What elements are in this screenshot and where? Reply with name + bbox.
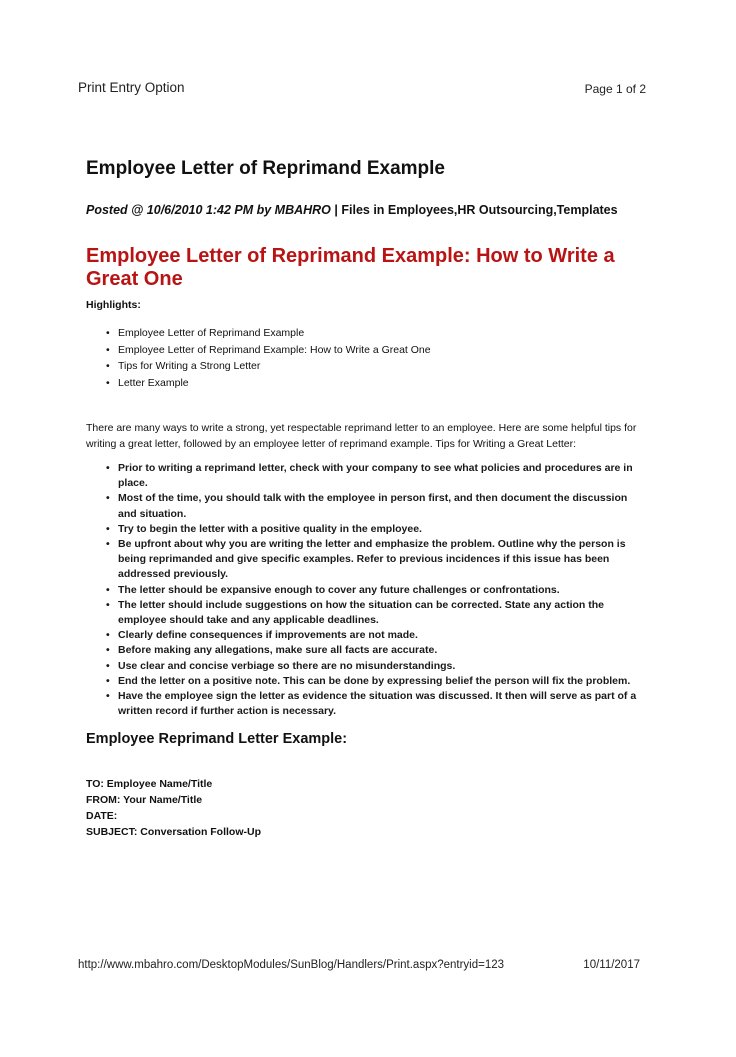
list-item: • Use clear and concise verbiage so there are no misunderstandings.	[86, 659, 646, 674]
document-body	[86, 158, 646, 841]
list-item: • Try to begin the letter with a positive quality in the employee.	[86, 522, 646, 537]
post-title: Employee Letter of Reprimand Example	[86, 158, 445, 179]
intro-paragraph: There are many ways to write a strong, yet respectable reprimand letter to an employee. Here are some helpful tips for writing a great letter, followed by an employee letter of reprimand example. Tips for Writing a Great Letter:	[86, 422, 637, 450]
list-item: • Employee Letter of Reprimand Example	[86, 325, 646, 342]
list-item: • Letter Example	[86, 375, 646, 392]
page-number: Page 1 of 2	[584, 82, 646, 96]
list-item: • Before making any allegations, make sure all facts are accurate.	[86, 643, 646, 658]
list-item: • Have the employee sign the letter as evidence the situation was discussed. It then will serve as part of a written record if further action is necessary.	[86, 689, 646, 719]
post-byline: Posted @ 10/6/2010 1:42 PM by MBAHRO	[86, 203, 331, 217]
list-item: • Be upfront about why you are writing the letter and emphasize the problem. Outline why the person is being reprimanded and give specific examples. Refer to previous incidences if this issue has been addressed previously.	[86, 537, 646, 583]
letter-date: DATE:	[86, 810, 118, 823]
list-item: • Employee Letter of Reprimand Example: How to Write a Great One	[86, 342, 646, 359]
tips-list	[86, 461, 646, 719]
highlights-label: Highlights:	[86, 299, 141, 311]
article-headline: Employee Letter of Reprimand Example: How to Write a Great One	[86, 245, 615, 290]
letter-from: FROM: Your Name/Title	[86, 794, 203, 807]
list-item: • End the letter on a positive note. This can be done by expressing belief the person will fix the problem.	[86, 674, 646, 689]
list-item: • The letter should be expansive enough to cover any future challenges or confrontations.	[86, 583, 646, 598]
letter-subject: SUBJECT: Conversation Follow-Up	[86, 825, 262, 838]
post-meta	[86, 202, 646, 219]
list-item: • Prior to writing a reprimand letter, check with your company to see what policies and procedures are in place.	[86, 461, 646, 491]
print-entry-label: Print Entry Option	[78, 80, 185, 95]
footer-date: 10/11/2017	[583, 959, 640, 971]
list-item: • The letter should include suggestions on how the situation can be corrected. State any action the employee should take and any applicable deadlines.	[86, 598, 646, 628]
footer-url: http://www.mbahro.com/DesktopModules/SunBlog/Handlers/Print.aspx?entryid=123	[78, 959, 505, 971]
letter-to: TO: Employee Name/Title	[86, 778, 213, 791]
list-item: • Clearly define consequences if improvements are not made.	[86, 628, 646, 643]
post-categories: | Files in Employees,HR Outsourcing,Templates	[330, 203, 618, 217]
example-heading: Employee Reprimand Letter Example:	[86, 731, 348, 748]
list-item: • Tips for Writing a Strong Letter	[86, 358, 646, 375]
letter-block	[86, 777, 646, 840]
highlights-list	[86, 325, 646, 391]
list-item: • Most of the time, you should talk with the employee in person first, and then document the discussion and situation.	[86, 491, 646, 521]
